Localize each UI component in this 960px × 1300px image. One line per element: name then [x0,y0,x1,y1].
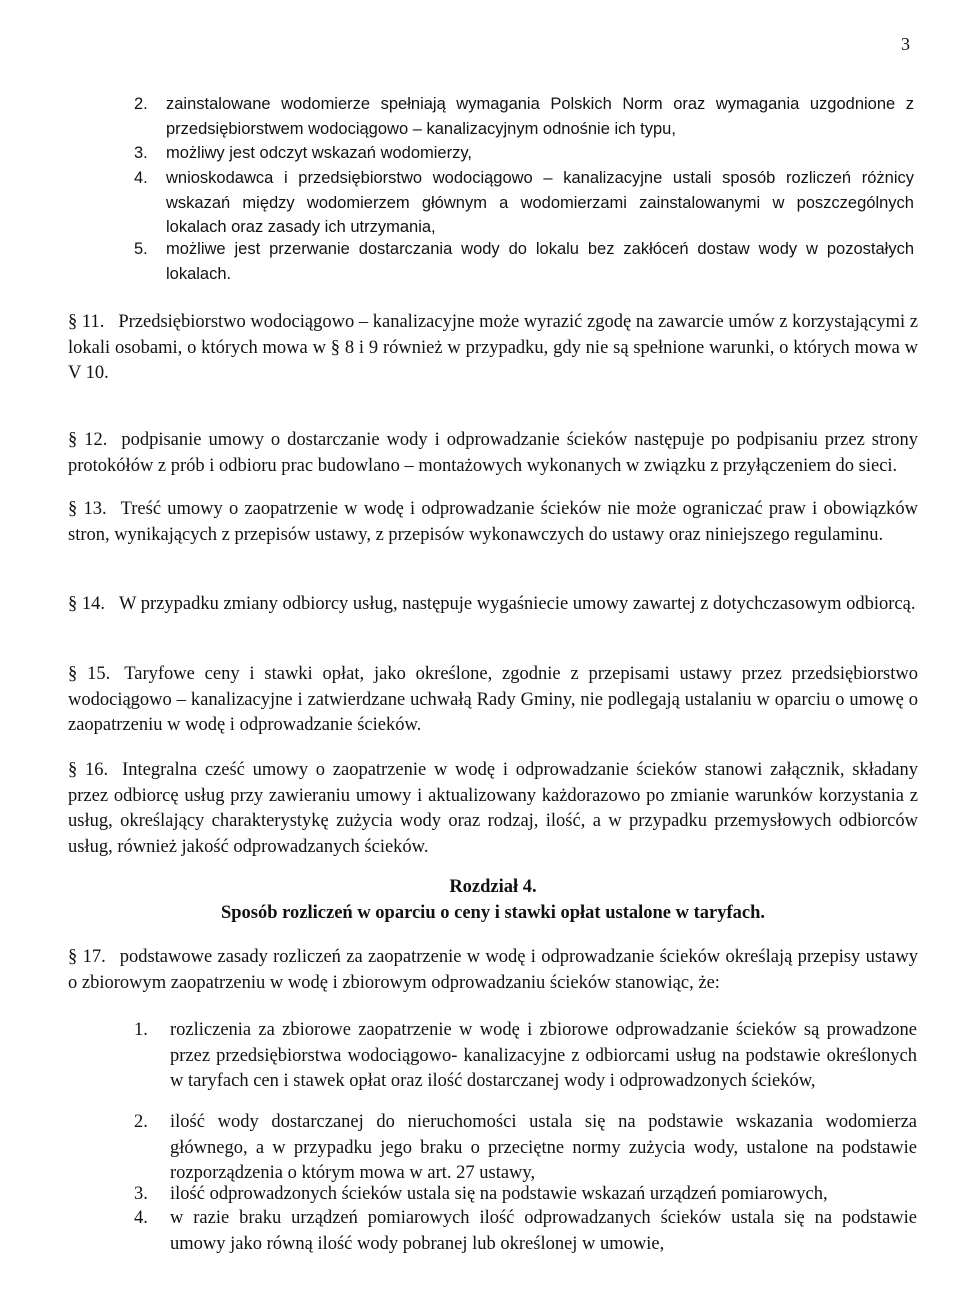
list-text: ilość odprowadzonych ścieków ustala się na podstawie wskazań urządzeń pomiarowych, [170,1184,828,1204]
paragraph-text: Integralna cześć umowy o zaopatrzenie w wodę i odprowadzanie ścieków stanowi załącznik, składany przez odbiorcę usług przy zawieraniu umowy i aktualizowany każdorazowo po zmianie warunków korzystania z usług, określający charakterystykę zużycia wody oraz rodzaj, ilość, a w przypadku przemysłowych odbiorców usług, również jakość odprowadzanych ścieków. [68,760,918,857]
paragraph-14 [68,592,918,618]
list-number: 2. [134,95,148,113]
paragraph-text: W przypadku zmiany odbiorcy usług, następuje wygaśniecie umowy zawartej z dotychczasowym odbiorcą. [119,594,916,614]
paragraph-11 [68,310,918,387]
chapter-subtitle: Sposób rozliczeń w oparciu o ceny i stawki opłat ustalone w taryfach. [220,903,766,923]
list-item [134,141,914,166]
list-item [134,166,914,240]
section-number: § 17. [68,947,106,967]
list-text: ilość wody dostarczanej do nieruchomości ustala się na podstawie wskazania wodomierza głównego, a w przypadku jego braku o przeciętne normy zużycia wody, ustalone na podstawie rozporządzenia o którym mowa w art. 27 ustawy, [170,1112,917,1183]
section-number: § 11. [68,312,105,332]
paragraph-15 [68,662,918,739]
list-number: 5. [134,240,148,258]
paragraph-text: podstawowe zasady rozliczeń za zaopatrzenie w wodę i odprowadzanie ścieków określają przepisy ustawy o zbiorowym zaopatrzeniu w wodę i zbiorowym odprowadzaniu ścieków stanowiąc, że: [68,947,919,993]
list-text: możliwe jest przerwanie dostarczania wody do lokalu bez zakłóceń dostaw wody w pozostałych lokalach. [166,240,914,283]
list-number: 3. [134,1184,148,1204]
paragraph-text: Przedsiębiorstwo wodociągowo – kanalizacyjne może wyrazić zgodę na zawarcie umów z korzystającymi z lokali osobami, o których mowa w § 8 i 9 również w przypadku, gdy nie są spełnione warunki, o których mowa w V 10. [68,312,918,383]
list-text: w razie braku urządzeń pomiarowych ilość odprowadzanych ścieków ustala się na podstawie umowy jako równą ilość wody pobranej lub określonej w umowie, [170,1208,917,1254]
paragraph-text: Taryfowe ceny i stawki opłat, jako określone, zgodnie z przepisami ustawy przez przedsiębiorstwo wodociągowo – kanalizacyjne i zatwierdzane uchwałą Rady Gminy, nie podlegają ustalaniu w oparciu o umowę o zaopatrzeniu w wodę i odprowadzanie ścieków. [68,664,919,735]
list-item [134,237,914,286]
list-number: 4. [134,1208,148,1228]
list-text: zainstalowane wodomierze spełniają wymagania Polskich Norm oraz wymagania uzgodnione z przedsiębiorstwem wodociągowo – kanalizacyjnym odnośnie ich typu, [166,95,914,138]
paragraph-text: podpisanie umowy o dostarczanie wody i odprowadzanie ścieków następuje po podpisaniu przez strony protokółów z prób i odbioru prac budowlano – montażowych wykonanych w związku z przyłączeniem do sieci. [68,430,918,476]
section-number: § 15. [68,664,111,684]
list-item [134,1206,917,1257]
page-number: 3 [901,34,910,54]
section-number: § 16. [68,760,109,780]
list-item [134,1110,917,1187]
list-text: możliwy jest odczyt wskazań wodomierzy, [166,144,472,162]
paragraph-12 [68,428,918,479]
list-number: 4. [134,169,148,187]
list-text: wnioskodawca i przedsiębiorstwo wodociągowo – kanalizacyjne ustali sposób rozliczeń różnicy wskazań między wodomierzem głównym a wodomierzami zainstalowanymi w poszczególnych lokalach oraz zasady ich utrzymania, [166,169,914,236]
list-number: 3. [134,144,148,162]
chapter-title: Rozdział 4. [449,877,537,897]
paragraph-17 [68,945,918,996]
paragraph-16 [68,758,918,860]
list-text: rozliczenia za zbiorowe zaopatrzenie w wodę i zbiorowe odprowadzanie ścieków są prowadzone przez przedsiębiorstwa wodociągowo- kanalizacyjne z odbiorcami usług na podstawie określonych w taryfach cen i stawek opłat oraz ilość dostarczanej wody i odprowadzonych ścieków, [170,1020,917,1091]
list-item [134,1182,917,1208]
list-item [134,1018,917,1095]
section-number: § 13. [68,499,107,519]
paragraph-text: Treść umowy o zaopatrzenie w wodę i odprowadzanie ścieków nie może ograniczać praw i obowiązków stron, wynikających z przepisów ustawy, z przepisów wykonawczych do ustawy oraz niniejszego regulaminu. [68,499,919,545]
list-item [134,92,914,141]
section-number: § 12. [68,430,108,450]
paragraph-13 [68,497,918,548]
list-number: 1. [134,1020,148,1040]
section-number: § 14. [68,594,105,614]
list-number: 2. [134,1112,148,1132]
